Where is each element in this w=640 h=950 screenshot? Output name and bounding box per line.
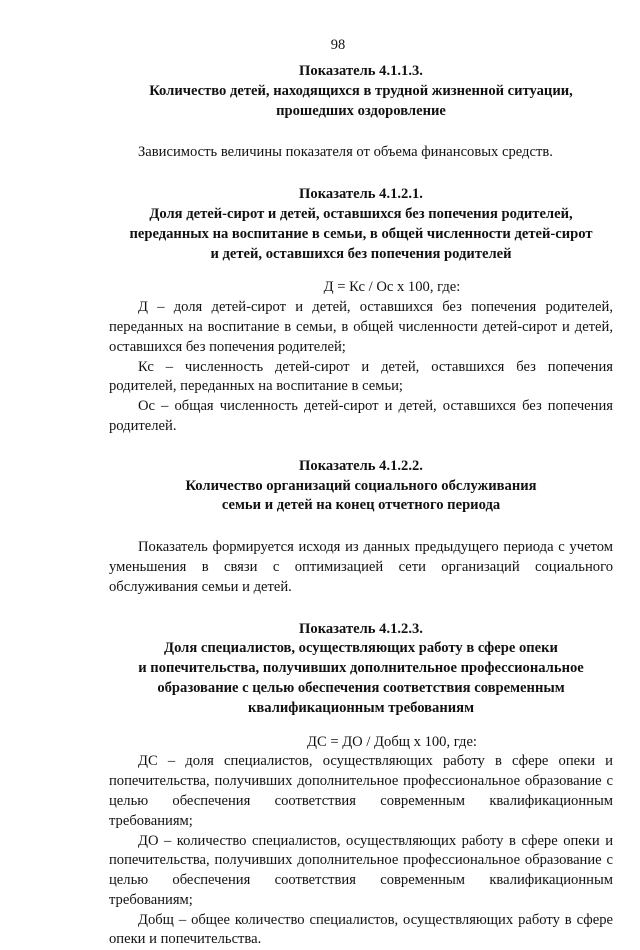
indicator-4-1-2-1-heading: [109, 185, 613, 264]
paragraph: ДС – доля специалистов, осуществляющих работу в сфере опеки и попечительства, получивших дополнительное профессиональное образование с целью обеспечения соответствия современным квалификационным требованиям;: [109, 753, 613, 829]
heading-line: семьи и детей на конец отчетного периода: [221, 497, 501, 514]
heading-line: переданных на воспитание в семьи, в общей численности детей-сирот: [129, 225, 593, 242]
heading-line: Показатель 4.1.2.3.: [299, 620, 423, 637]
paragraph: Добщ – общее количество специалистов, осуществляющих работу в сфере опеки и попечительства.: [109, 911, 613, 948]
heading-line: и детей, оставшихся без попечения родителей: [210, 245, 512, 262]
paragraph: Ос – общая численность детей-сирот и детей, оставшихся без попечения родителей.: [109, 398, 613, 434]
formula: Д = Кс / Ос х 100, где:: [323, 279, 461, 296]
paragraph: Д – доля детей-сирот и детей, оставшихся без попечения родителей, переданных на воспитание в семьи, в общей численности детей-сирот и детей, оставшихся без попечения родителей;: [109, 299, 613, 355]
heading-line: Показатель 4.1.1.3.: [299, 63, 423, 79]
paragraph: Показатель формируется исходя из данных предыдущего периода с учетом уменьшения в связи с оптимизацией сети организаций социального обслуживания семьи и детей.: [109, 539, 613, 595]
indicator-4-1-2-2-heading: [109, 457, 613, 516]
heading-line: Показатель 4.1.2.2.: [299, 457, 423, 474]
heading-line: Количество детей, находящихся в трудной жизненной ситуации,: [149, 82, 573, 99]
page-content: [109, 62, 613, 950]
paragraph: Кс – численность детей-сирот и детей, оставшихся без попечения родителей, переданных на воспитание в семьи;: [109, 358, 613, 395]
paragraph: ДО – количество специалистов, осуществляющих работу в сфере опеки и попечительства, получивших дополнительное профессиональное образование с целью обеспечения соответствия современным квалификационным требованиям;: [109, 832, 613, 908]
indicator-4-1-2-3-heading: [109, 620, 613, 719]
page-number: 98: [330, 37, 346, 53]
heading-line: образование с целью обеспечения соответствия современным: [157, 679, 565, 696]
heading-line: и попечительства, получивших дополнительное профессиональное: [138, 660, 584, 677]
heading-line: квалификационным требованиям: [247, 699, 475, 716]
heading-line: Показатель 4.1.2.1.: [299, 186, 423, 203]
heading-line: Доля специалистов, осуществляющих работу в сфере опеки: [164, 640, 558, 657]
heading-line: Доля детей-сирот и детей, оставшихся без попечения родителей,: [149, 205, 573, 222]
paragraph: Зависимость величины показателя от объема финансовых средств.: [138, 144, 553, 161]
formula: ДС = ДО / Добщ х 100, где:: [307, 733, 477, 750]
heading-line: прошедших оздоровление: [276, 102, 446, 119]
heading-line: Количество организаций социального обслуживания: [185, 477, 537, 494]
indicator-4-1-1-3-heading: [109, 62, 613, 121]
